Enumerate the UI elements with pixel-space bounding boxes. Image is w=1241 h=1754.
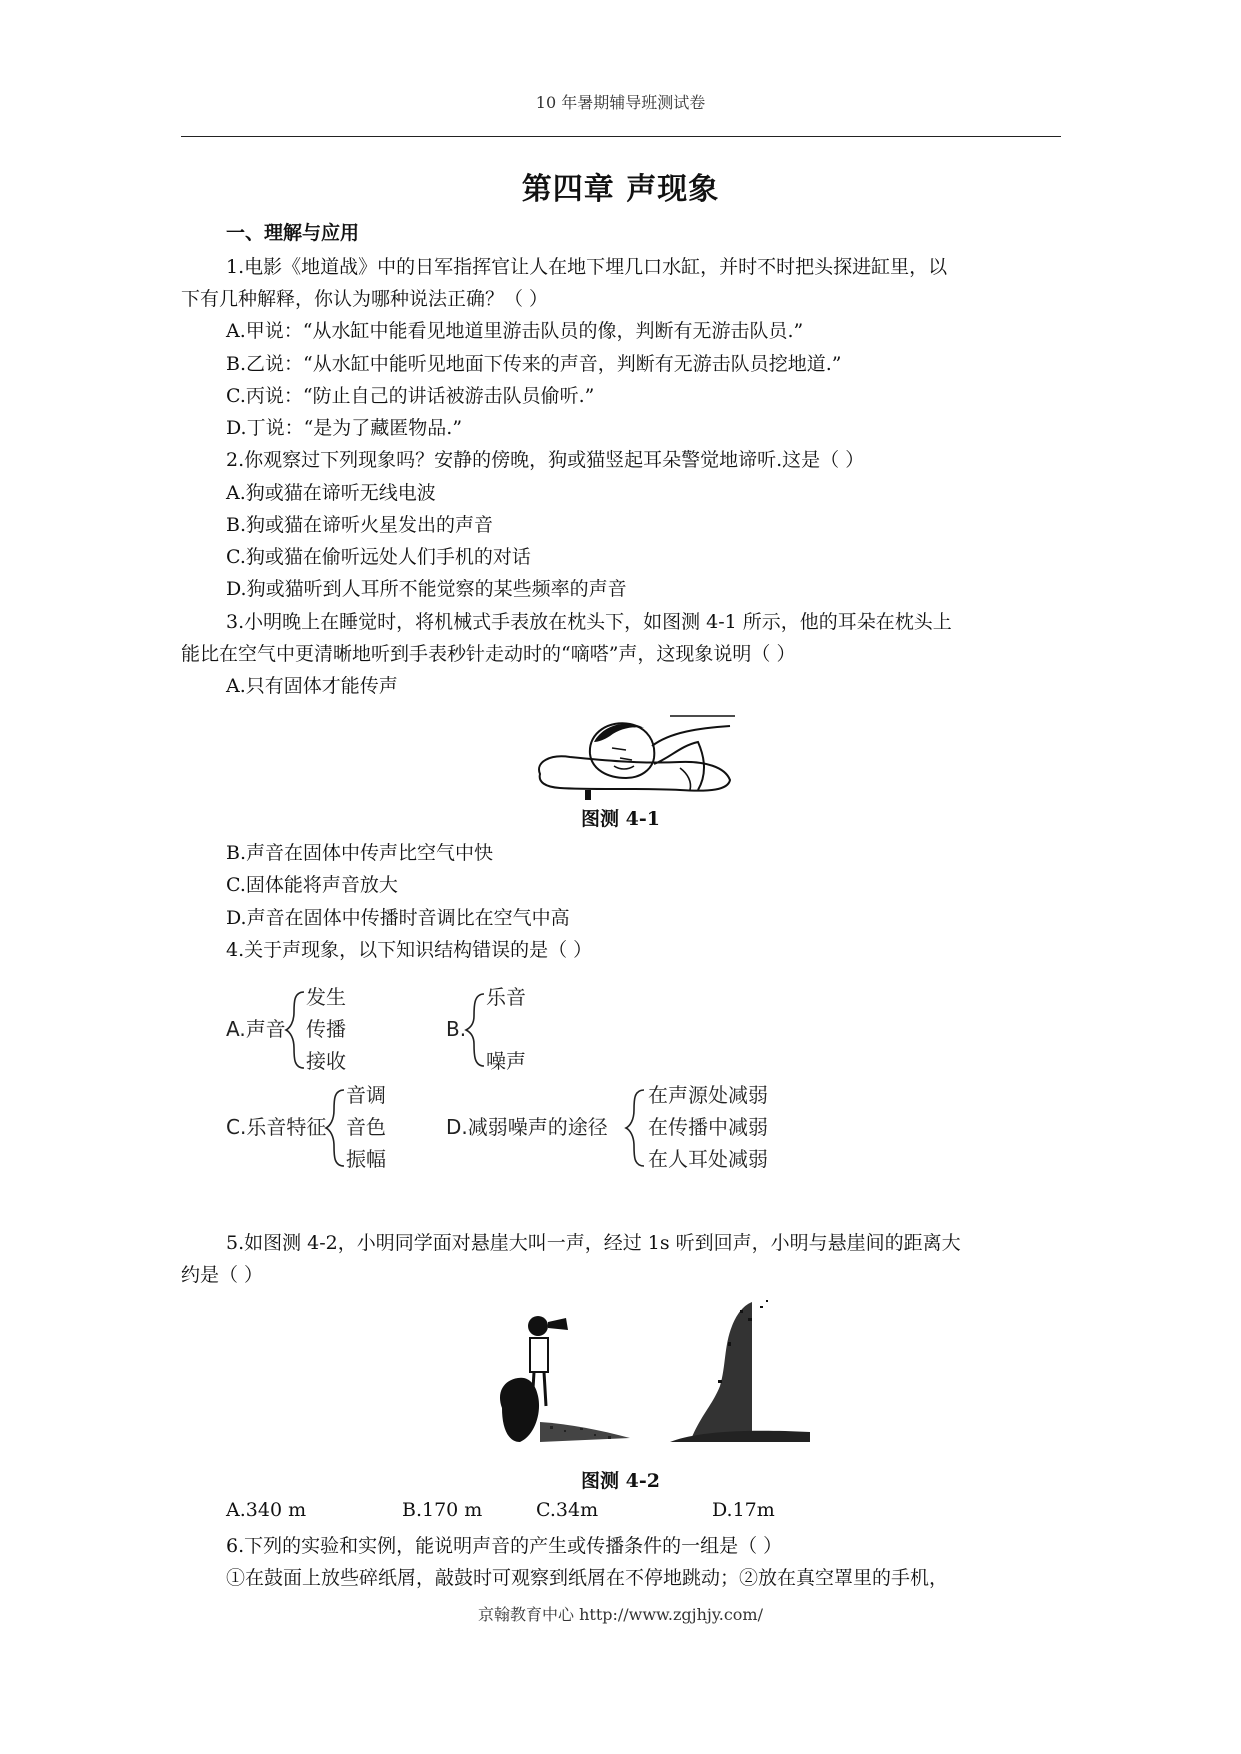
q3-option-d: D.声音在固体中传播时音调比在空气中高 [226,907,570,929]
q6-line2: ①在鼓面上放些碎纸屑，敲鼓时可观察到纸屑在不停地跳动；②放在真空罩里的手机， [226,1567,949,1589]
q5-option-b: B.170 m [402,1499,483,1521]
diagram-c-item: 音调 [346,1083,386,1107]
diagram-a-label: A.声音 [226,1017,286,1041]
q5-stem-line2: 约是（ ） [181,1264,264,1286]
q3-option-c: C.固体能将声音放大 [226,874,398,896]
diagram-d-item: 在人耳处减弱 [648,1147,768,1171]
q1-option-b: B.乙说：“从水缸中能听见地面下传来的声音，判断有无游击队员挖地道.” [226,353,842,375]
q1-stem-line2: 下有几种解释，你认为哪种说法正确？（ ） [181,288,549,310]
q2-stem: 2.你观察过下列现象吗？安静的傍晚，狗或猫竖起耳朵警觉地谛听.这是（ ） [226,449,865,471]
page-header: 10 年暑期辅导班测试卷 [535,93,706,112]
q2-option-d: D.狗或猫听到人耳所不能觉察的某些频率的声音 [226,578,627,600]
diagram-b-item: 乐音 [486,985,526,1009]
q3-option-a: A.只有固体才能传声 [226,675,398,697]
figure-4-2-caption: 图测 4-2 [581,1470,660,1492]
q1-stem-line1: 1.电影《地道战》中的日军指挥官让人在地下埋几口水缸，并时不时把头探进缸里，以 [226,256,948,278]
diagram-a-item: 接收 [306,1049,346,1073]
diagram-c-brace [326,1090,344,1166]
q2-option-a: A.狗或猫在谛听无线电波 [226,482,436,504]
figure-4-1-sleeping-illustration [530,702,740,802]
diagram-b-item: 噪声 [486,1049,526,1073]
q3-stem-line1: 3.小明晚上在睡觉时，将机械式手表放在枕头下，如图测 4-1 所示，他的耳朵在枕头上 [226,611,952,633]
q3-option-b: B.声音在固体中传声比空气中快 [226,842,494,864]
figure-4-2-cliff-echo-illustration [490,1296,810,1446]
diagram-d-item: 在声源处减弱 [648,1083,768,1107]
diagram-a-brace [286,992,304,1068]
diagram-d-brace [626,1090,644,1166]
diagram-d-item: 在传播中减弱 [648,1115,768,1139]
figure-4-1-caption: 图测 4-1 [581,808,660,830]
q2-option-b: B.狗或猫在谛听火星发出的声音 [226,514,494,536]
q2-option-c: C.狗或猫在偷听远处人们手机的对话 [226,546,531,568]
diagram-a-item: 发生 [306,985,346,1009]
diagram-c-item: 音色 [346,1115,386,1139]
q5-option-a: A.340 m [226,1499,307,1521]
header-divider [181,136,1061,137]
q1-option-c: C.丙说：“防止自己的讲话被游击队员偷听.” [226,385,595,407]
knowledge-structure-diagram [220,980,820,1180]
diagram-b-brace [466,994,484,1066]
diagram-c-label: C.乐音特征 [226,1115,327,1139]
chapter-title: 第四章 声现象 [521,172,720,207]
q5-stem-line1: 5.如图测 4-2，小明同学面对悬崖大叫一声，经过 1s 听到回声，小明与悬崖间的距离大 [226,1232,961,1254]
q1-option-d: D.丁说：“是为了藏匿物品.” [226,417,463,439]
q5-option-d: D.17m [712,1499,775,1521]
page-footer: 京翰教育中心 http://www.zgjhjy.com/ [478,1605,763,1624]
section-heading: 一、理解与应用 [226,222,360,244]
diagram-a-item: 传播 [306,1017,346,1041]
q3-stem-line2: 能比在空气中更清晰地听到手表秒针走动时的“嘀嗒”声，这现象说明（ ） [181,643,796,665]
q4-stem: 4.关于声现象，以下知识结构错误的是（ ） [226,939,593,961]
q6-stem: 6.下列的实验和实例，能说明声音的产生或传播条件的一组是（ ） [226,1535,783,1557]
diagram-b-label: B. [446,1017,467,1041]
diagram-d-label: D.减弱噪声的途径 [446,1115,608,1139]
q5-option-c: C.34m [536,1499,599,1521]
diagram-c-item: 振幅 [346,1147,386,1171]
q1-option-a: A.甲说：“从水缸中能看见地道里游击队员的像，判断有无游击队员.” [226,320,804,342]
